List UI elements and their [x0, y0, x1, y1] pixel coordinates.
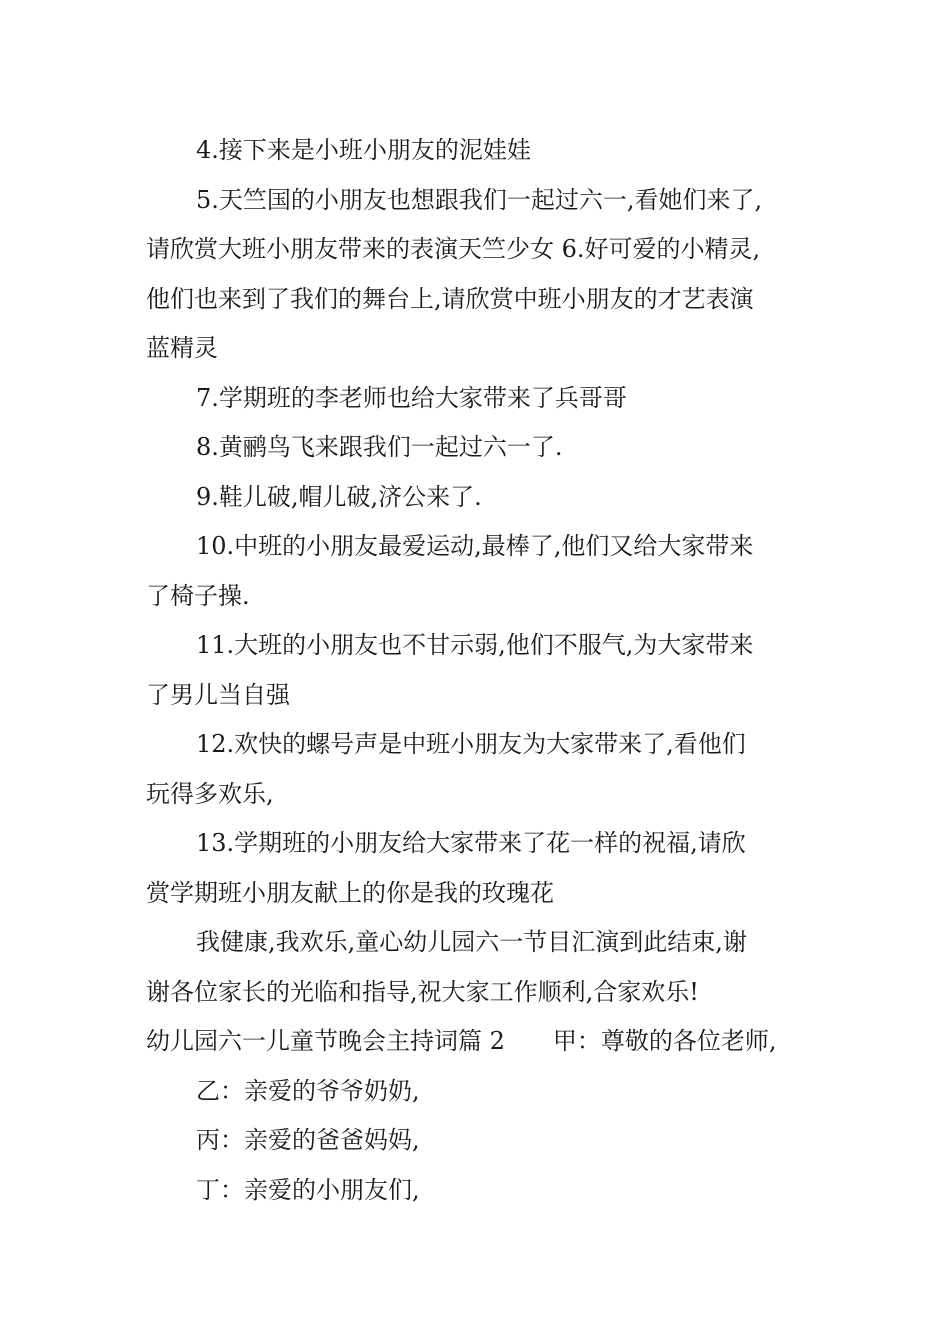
speech-line: 丙：亲爱的爸爸妈妈,	[196, 1126, 420, 1154]
text-line: 玩得多欢乐,	[146, 779, 274, 808]
text-line: 5.天竺国的小朋友也想跟我们一起过六一,看她们来了,	[196, 185, 763, 214]
text-line: 4.接下来是小班小朋友的泥娃娃	[196, 136, 531, 164]
text-line: 9.鞋儿破,帽儿破,济公来了.	[196, 482, 482, 511]
text-line: 请欣赏大班小朋友带来的表演天竺少女 6.好可爱的小精灵,	[146, 235, 761, 263]
text-line: 他们也来到了我们的舞台上,请欣赏中班小朋友的才艺表演	[146, 284, 754, 313]
text-line: 赏学期班小朋友献上的你是我的玫瑰花	[146, 878, 554, 907]
text-line: 我健康,我欢乐,童心幼儿园六一节目汇演到此结束,谢	[196, 928, 747, 956]
section-title: 幼儿园六一儿童节晚会主持词篇 2	[146, 1027, 505, 1055]
text-line: 谢各位家长的光临和指导,祝大家工作顺利,合家欢乐!	[146, 977, 699, 1006]
text-line: 12.欢快的螺号声是中班小朋友为大家带来了,看他们	[196, 730, 746, 758]
speech-line: 丁：亲爱的小朋友们,	[196, 1175, 420, 1204]
text-line: 8.黄鹂鸟飞来跟我们一起过六一了.	[196, 433, 563, 461]
document-body	[146, 126, 826, 1215]
text-line: 13.学期班的小朋友给大家带来了花一样的祝福,请欣	[196, 829, 746, 857]
text-line: 7.学期班的李老师也给大家带来了兵哥哥	[196, 383, 627, 412]
text-line: 了椅子操.	[146, 581, 250, 610]
text-line: 了男儿当自强	[146, 680, 290, 709]
speech-line: 甲：尊敬的各位老师,	[552, 1027, 777, 1055]
text-line: 10.中班的小朋友最爱运动,最棒了,他们又给大家带来	[196, 532, 754, 560]
text-line: 蓝精灵	[146, 334, 218, 362]
section-heading-line	[146, 1017, 826, 1067]
speech-line: 乙：亲爱的爷爷奶奶,	[196, 1076, 420, 1105]
text-line: 11.大班的小朋友也不甘示弱,他们不服气,为大家带来	[196, 631, 754, 659]
